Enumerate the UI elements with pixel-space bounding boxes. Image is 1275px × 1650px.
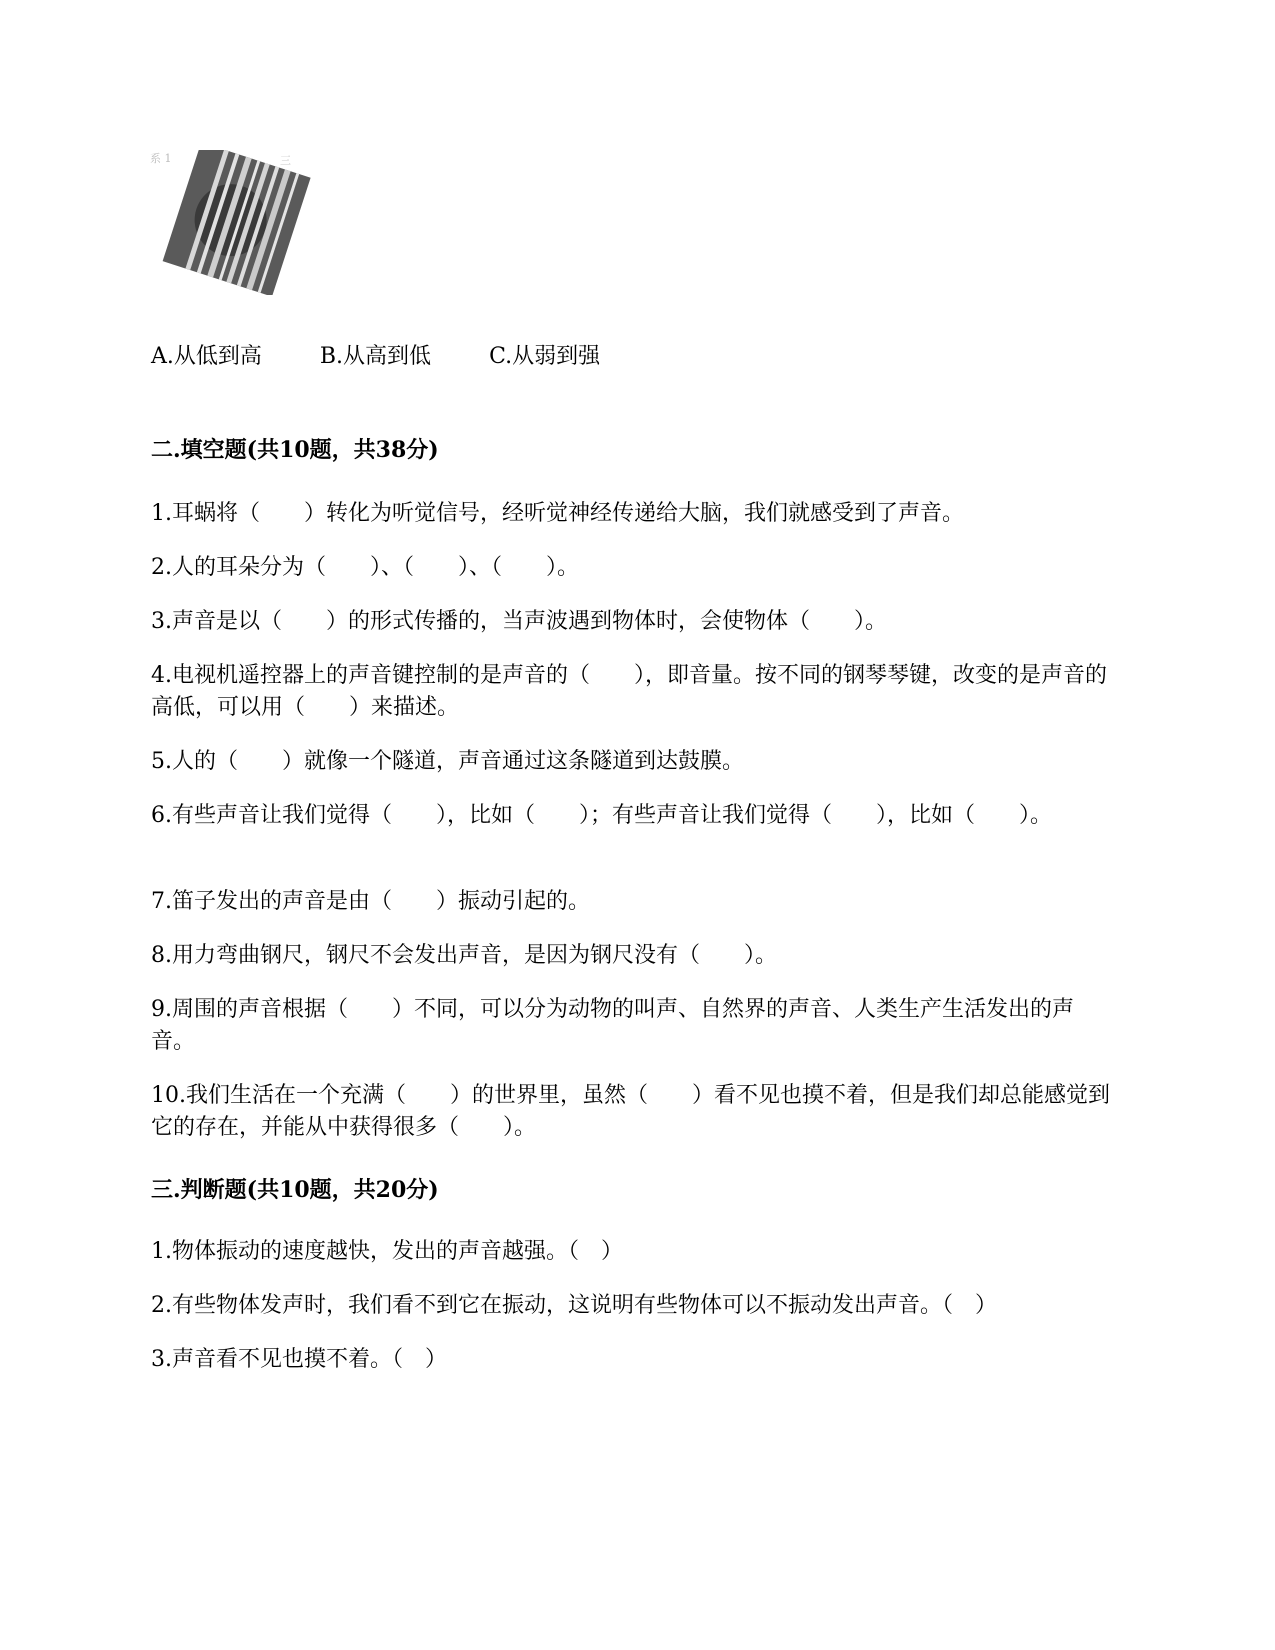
section-title-true-false: 三.判断题(共10题，共20分) (151, 1177, 439, 1203)
fill-question-6: 6.有些声音让我们觉得（ ），比如（ ）；有些声音让我们觉得（ ），比如（ ）。 (151, 803, 1052, 828)
svg-text:三: 三 (280, 154, 291, 167)
option-a[interactable]: A.从低到高 (151, 344, 262, 369)
fill-question-10: 10.我们生活在一个充满（ ）的世界里，虽然（ ）看不见也摸不着，但是我们却总能感觉到它的存在，并能从中获得很多（ ）。 (151, 1083, 1110, 1140)
fill-question-1: 1.耳蜗将（ ）转化为听觉信号，经听觉神经传递给大脑，我们就感受到了声音。 (151, 501, 964, 526)
fill-question-5: 5.人的（ ）就像一个隧道，声音通过这条隧道到达鼓膜。 (151, 749, 744, 774)
tf-question-3: 3.声音看不见也摸不着。（ ） (151, 1347, 447, 1372)
fill-question-8: 8.用力弯曲钢尺，钢尺不会发出声音，是因为钢尺没有（ ）。 (151, 943, 777, 968)
fill-question-4: 4.电视机遥控器上的声音键控制的是声音的（ ），即音量。按不同的钢琴琴键，改变的是声音的高低，可以用（ ）来描述。 (151, 663, 1107, 720)
fill-question-7: 7.笛子发出的声音是由（ ）振动引起的。 (151, 889, 590, 914)
guitar-strings-image (150, 150, 315, 295)
fill-question-3: 3.声音是以（ ）的形式传播的，当声波遇到物体时，会使物体（ ）。 (151, 609, 887, 634)
fill-question-9: 9.周围的声音根据（ ）不同，可以分为动物的叫声、自然界的声音、人类生产生活发出的声音。 (151, 997, 1074, 1054)
option-b[interactable]: B.从高到低 (319, 344, 432, 369)
option-c[interactable]: C.从弱到强 (489, 344, 601, 369)
tf-question-2: 2.有些物体发声时，我们看不到它在振动，这说明有些物体可以不振动发出声音。（ ） (151, 1293, 997, 1318)
tf-question-1: 1.物体振动的速度越快，发出的声音越强。（ ） (151, 1239, 623, 1264)
fill-question-2: 2.人的耳朵分为（ ）、（ ）、（ ）。 (151, 555, 579, 580)
section-title-fill-blank: 二.填空题(共10题，共38分) (151, 437, 439, 463)
choice-options (151, 341, 658, 373)
svg-text:系 1: 系 1 (150, 152, 172, 165)
